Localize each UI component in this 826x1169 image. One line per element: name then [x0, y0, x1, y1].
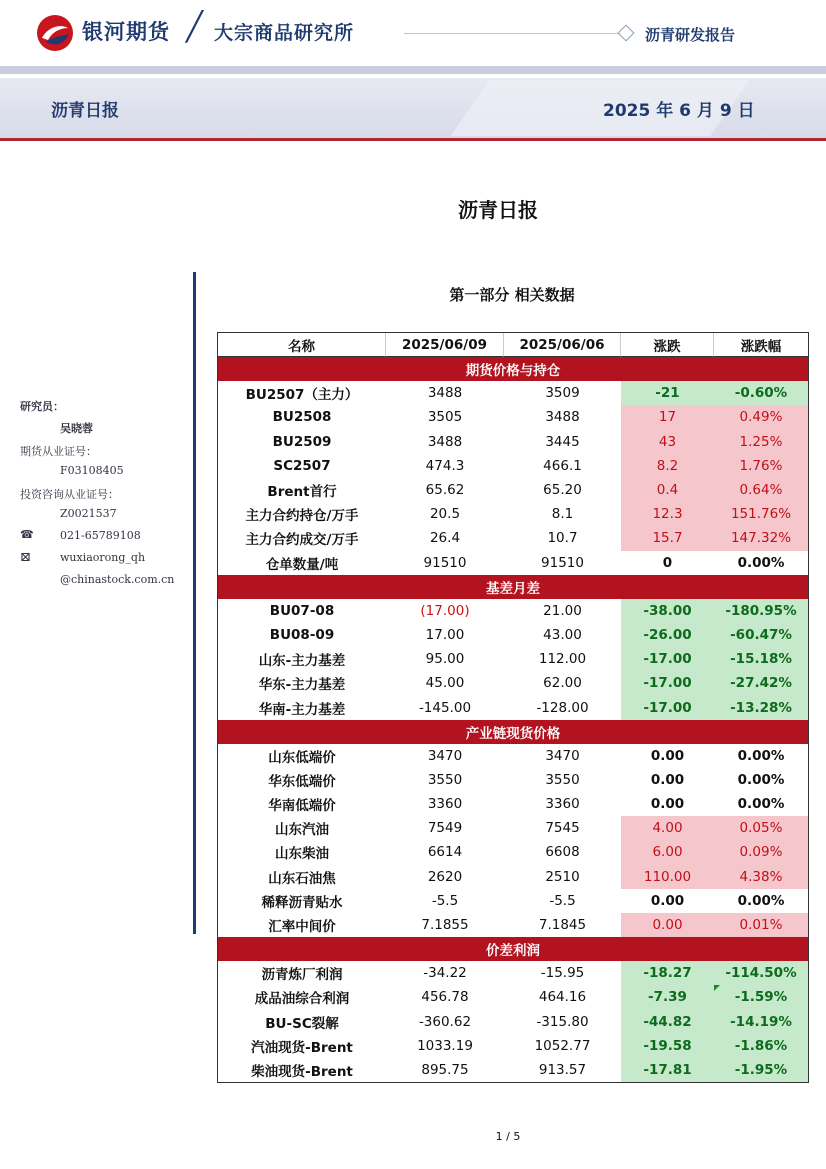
data-table	[217, 332, 809, 1083]
header-stripe	[0, 66, 826, 74]
change-percent-cell: 0.09%	[714, 840, 808, 864]
page-number: 1 / 5	[495, 1130, 521, 1143]
value-previous-cell: 7.1845	[538, 917, 587, 934]
header-rule	[404, 33, 624, 34]
row-name-cell: 稀释沥青贴水	[261, 894, 343, 911]
table-row	[218, 599, 808, 623]
change-cell: 0.00	[650, 892, 685, 909]
value-current-cell: 3360	[427, 796, 463, 813]
row-name-cell: 山东石油焦	[268, 870, 336, 887]
change-percent-cell: -0.60%	[714, 381, 808, 405]
email-line-2: @chinastock.com.cn	[60, 573, 175, 586]
row-name-cell: 主力合约成交/万手	[245, 532, 359, 549]
value-previous-cell: -315.80	[536, 1013, 589, 1030]
change-percent-cell: 1.25%	[714, 430, 808, 454]
value-current-cell: 45.00	[425, 675, 465, 692]
table-row	[218, 816, 808, 840]
table-row	[218, 502, 808, 526]
column-header: 名称	[218, 333, 386, 357]
change-percent-cell: -180.95%	[714, 599, 808, 623]
table-row	[218, 840, 808, 864]
table-row	[218, 913, 808, 937]
row-name-cell: BU08-09	[269, 626, 335, 643]
value-current-cell: 7549	[427, 820, 463, 837]
change-cell: -7.39	[621, 985, 714, 1009]
advisory-number: Z0021537	[60, 507, 117, 520]
table-body	[218, 357, 808, 1082]
value-previous-cell: 464.16	[538, 989, 587, 1006]
value-current-cell: 474.3	[425, 457, 465, 474]
change-percent-cell: 1.76%	[714, 454, 808, 478]
change-cell: -26.00	[621, 623, 714, 647]
value-previous-cell: 112.00	[538, 651, 587, 668]
table-section-header: 产业链现货价格	[218, 720, 808, 744]
table-row	[218, 1034, 808, 1058]
change-cell: -17.00	[621, 671, 714, 695]
table-row	[218, 865, 808, 889]
change-cell: 0.00	[650, 796, 685, 813]
phone-icon: ☎	[20, 528, 34, 541]
table-section-header: 基差月差	[218, 575, 808, 599]
change-percent-cell: -114.50%	[714, 961, 808, 985]
row-name-cell: BU07-08	[269, 602, 335, 619]
value-previous-cell: 8.1	[551, 506, 574, 523]
table-row	[218, 1058, 808, 1082]
row-name-cell: BU2509	[272, 433, 332, 450]
value-previous-cell: 3445	[545, 433, 580, 450]
column-header: 2025/06/06	[504, 333, 621, 357]
value-previous-cell: -128.00	[536, 699, 589, 716]
change-cell: 43	[621, 430, 714, 454]
phone-number: 021-65789108	[60, 529, 141, 542]
change-cell: 8.2	[621, 454, 714, 478]
value-current-cell: 26.4	[429, 530, 461, 547]
row-name-cell: 华东-主力基差	[258, 677, 346, 694]
value-previous-cell: 3488	[545, 409, 580, 426]
value-previous-cell: 3509	[545, 385, 580, 402]
change-percent-cell: 151.76%	[714, 502, 808, 526]
change-percent-cell: 0.00%	[737, 771, 785, 788]
value-current-cell: 3550	[427, 771, 463, 788]
table-section-header: 期货价格与持仓	[218, 357, 808, 381]
value-previous-cell: -15.95	[540, 965, 585, 982]
value-current-cell: 20.5	[429, 506, 461, 523]
change-cell: -18.27	[621, 961, 714, 985]
change-cell: 6.00	[621, 840, 714, 864]
change-percent-cell: -14.19%	[714, 1010, 808, 1034]
value-current-cell: -145.00	[418, 699, 472, 716]
table-row	[218, 478, 808, 502]
value-previous-cell: -5.5	[549, 892, 576, 909]
value-current-cell: 91510	[423, 554, 467, 571]
change-cell: 4.00	[621, 816, 714, 840]
row-name-cell: Brent首行	[267, 484, 337, 501]
table-row	[218, 381, 808, 405]
table-header-row	[218, 333, 808, 357]
change-cell: 15.7	[621, 526, 714, 550]
researcher-label: 研究员：	[20, 400, 64, 413]
value-current-cell: 17.00	[425, 626, 465, 643]
change-percent-cell: 0.00%	[737, 747, 785, 764]
report-type: 沥青研发报告	[645, 26, 736, 44]
row-name-cell: 山东汽油	[275, 822, 329, 839]
row-name-cell: 华东低端价	[268, 773, 336, 790]
value-current-cell: 3488	[427, 385, 463, 402]
change-cell: 0.00	[650, 747, 685, 764]
table-row	[218, 454, 808, 478]
change-percent-cell: 0.00%	[737, 554, 785, 571]
header-divider: ╱	[186, 10, 203, 43]
value-current-cell: (17.00)	[420, 602, 470, 619]
change-cell: -17.00	[621, 647, 714, 671]
value-previous-cell: 3360	[545, 796, 580, 813]
value-current-cell: 456.78	[421, 989, 469, 1006]
row-name-cell: 汇率中间价	[268, 919, 336, 936]
change-cell: 12.3	[621, 502, 714, 526]
table-row	[218, 695, 808, 719]
change-percent-cell: -15.18%	[714, 647, 808, 671]
change-percent-cell: 4.38%	[714, 865, 808, 889]
researcher-name: 吴晓蓉	[60, 422, 93, 435]
value-current-cell: 3488	[427, 433, 463, 450]
table-row	[218, 768, 808, 792]
change-percent-cell: -1.95%	[714, 1058, 808, 1082]
change-cell: -21	[621, 381, 714, 405]
value-previous-cell: 3470	[545, 747, 580, 764]
change-percent-cell: -27.42%	[714, 671, 808, 695]
row-name-cell: SC2507	[273, 457, 331, 474]
value-current-cell: 1033.19	[417, 1037, 473, 1054]
row-name-cell: 成品油综合利润	[254, 991, 350, 1008]
table-row	[218, 744, 808, 768]
change-cell: 0.00	[621, 913, 714, 937]
mail-icon: ⊠	[20, 550, 31, 565]
value-previous-cell: 1052.77	[534, 1037, 591, 1054]
table-row	[218, 647, 808, 671]
change-cell: 110.00	[621, 865, 714, 889]
row-name-cell: 主力合约持仓/万手	[245, 508, 359, 525]
value-current-cell: -34.22	[423, 965, 467, 982]
table-row	[218, 405, 808, 429]
license-label: 期货从业证号：	[20, 445, 97, 458]
change-percent-cell: 0.49%	[714, 405, 808, 429]
sidebar-rule	[193, 272, 196, 934]
row-name-cell: 山东-主力基差	[258, 653, 346, 670]
value-previous-cell: 62.00	[543, 675, 582, 692]
value-previous-cell: 6608	[545, 844, 580, 861]
cell-comment-marker-icon	[714, 985, 720, 991]
change-cell: -17.81	[621, 1058, 714, 1082]
value-previous-cell: 43.00	[543, 626, 582, 643]
value-previous-cell: 913.57	[538, 1061, 587, 1078]
table-row	[218, 792, 808, 816]
value-previous-cell: 466.1	[543, 457, 582, 474]
diamond-icon	[618, 25, 635, 42]
table-row	[218, 671, 808, 695]
email-line-1: wuxiaorong_qh	[60, 551, 146, 564]
value-previous-cell: 65.20	[543, 482, 582, 499]
value-current-cell: 65.62	[425, 482, 465, 499]
table-section-header: 价差利润	[218, 937, 808, 961]
table-row	[218, 1010, 808, 1034]
column-header: 2025/06/09	[386, 333, 504, 357]
table-row	[218, 889, 808, 913]
row-name-cell: 沥青炼厂利润	[261, 967, 343, 984]
change-percent-cell: -60.47%	[714, 623, 808, 647]
advisory-label: 投资咨询从业证号：	[20, 488, 119, 501]
value-current-cell: 7.1855	[421, 917, 469, 934]
value-previous-cell: 91510	[541, 554, 584, 571]
value-previous-cell: 7545	[545, 820, 580, 837]
value-previous-cell: 3550	[545, 771, 580, 788]
change-percent-cell: 147.32%	[714, 526, 808, 550]
change-percent-cell: 0.00%	[737, 892, 785, 909]
document-title: 沥青日报	[458, 198, 538, 222]
report-date: 2025 年 6 月 9 日	[603, 101, 755, 121]
change-cell: -44.82	[621, 1010, 714, 1034]
column-header: 涨跌	[621, 333, 714, 357]
change-percent-cell: 0.00%	[737, 796, 785, 813]
value-current-cell: 895.75	[421, 1061, 469, 1078]
value-current-cell: 3505	[427, 409, 463, 426]
table-row	[218, 623, 808, 647]
change-cell: 0.00	[650, 771, 685, 788]
row-name-cell: 山东柴油	[275, 846, 329, 863]
change-percent-cell: 0.05%	[714, 816, 808, 840]
table-row	[218, 551, 808, 575]
row-name-cell: 仓单数量/吨	[265, 556, 339, 573]
section-title: 第一部分 相关数据	[449, 286, 575, 304]
change-percent-cell: -13.28%	[714, 695, 808, 719]
value-previous-cell: 21.00	[543, 602, 582, 619]
value-current-cell: -360.62	[418, 1013, 472, 1030]
value-previous-cell: 2510	[545, 868, 580, 885]
change-cell: -38.00	[621, 599, 714, 623]
value-current-cell: 95.00	[425, 651, 465, 668]
change-percent-cell: -1.86%	[714, 1034, 808, 1058]
row-name-cell: 柴油现货-Brent	[251, 1063, 353, 1080]
change-percent-cell: 0.64%	[714, 478, 808, 502]
brand-name: 银河期货	[82, 20, 170, 44]
change-cell: -17.00	[621, 695, 714, 719]
change-cell: -19.58	[621, 1034, 714, 1058]
row-name-cell: 华南低端价	[268, 798, 336, 815]
table-row	[218, 430, 808, 454]
license-number: F03108405	[60, 464, 124, 477]
change-cell: 0	[662, 554, 673, 571]
value-current-cell: 2620	[427, 868, 463, 885]
value-current-cell: 3470	[427, 747, 463, 764]
row-name-cell: 华南-主力基差	[258, 701, 346, 718]
change-cell: 17	[621, 405, 714, 429]
banner-title: 沥青日报	[51, 101, 119, 121]
value-current-cell: 6614	[427, 844, 463, 861]
row-name-cell: BU2508	[272, 409, 332, 426]
column-header: 涨跌幅	[714, 333, 808, 357]
change-percent-cell: -1.59%	[714, 985, 808, 1009]
value-current-cell: -5.5	[431, 892, 459, 909]
row-name-cell: BU2507（主力）	[245, 387, 359, 404]
row-name-cell: 山东低端价	[268, 749, 336, 766]
change-cell: 0.4	[621, 478, 714, 502]
row-name-cell: 汽油现货-Brent	[251, 1039, 353, 1056]
value-previous-cell: 10.7	[547, 530, 578, 547]
row-name-cell: BU-SC裂解	[265, 1015, 339, 1032]
galaxy-futures-logo-icon	[36, 14, 74, 52]
change-percent-cell: 0.01%	[714, 913, 808, 937]
banner-underline	[0, 138, 826, 141]
table-row	[218, 526, 808, 550]
department-name: 大宗商品研究所	[214, 22, 355, 44]
table-row	[218, 961, 808, 985]
